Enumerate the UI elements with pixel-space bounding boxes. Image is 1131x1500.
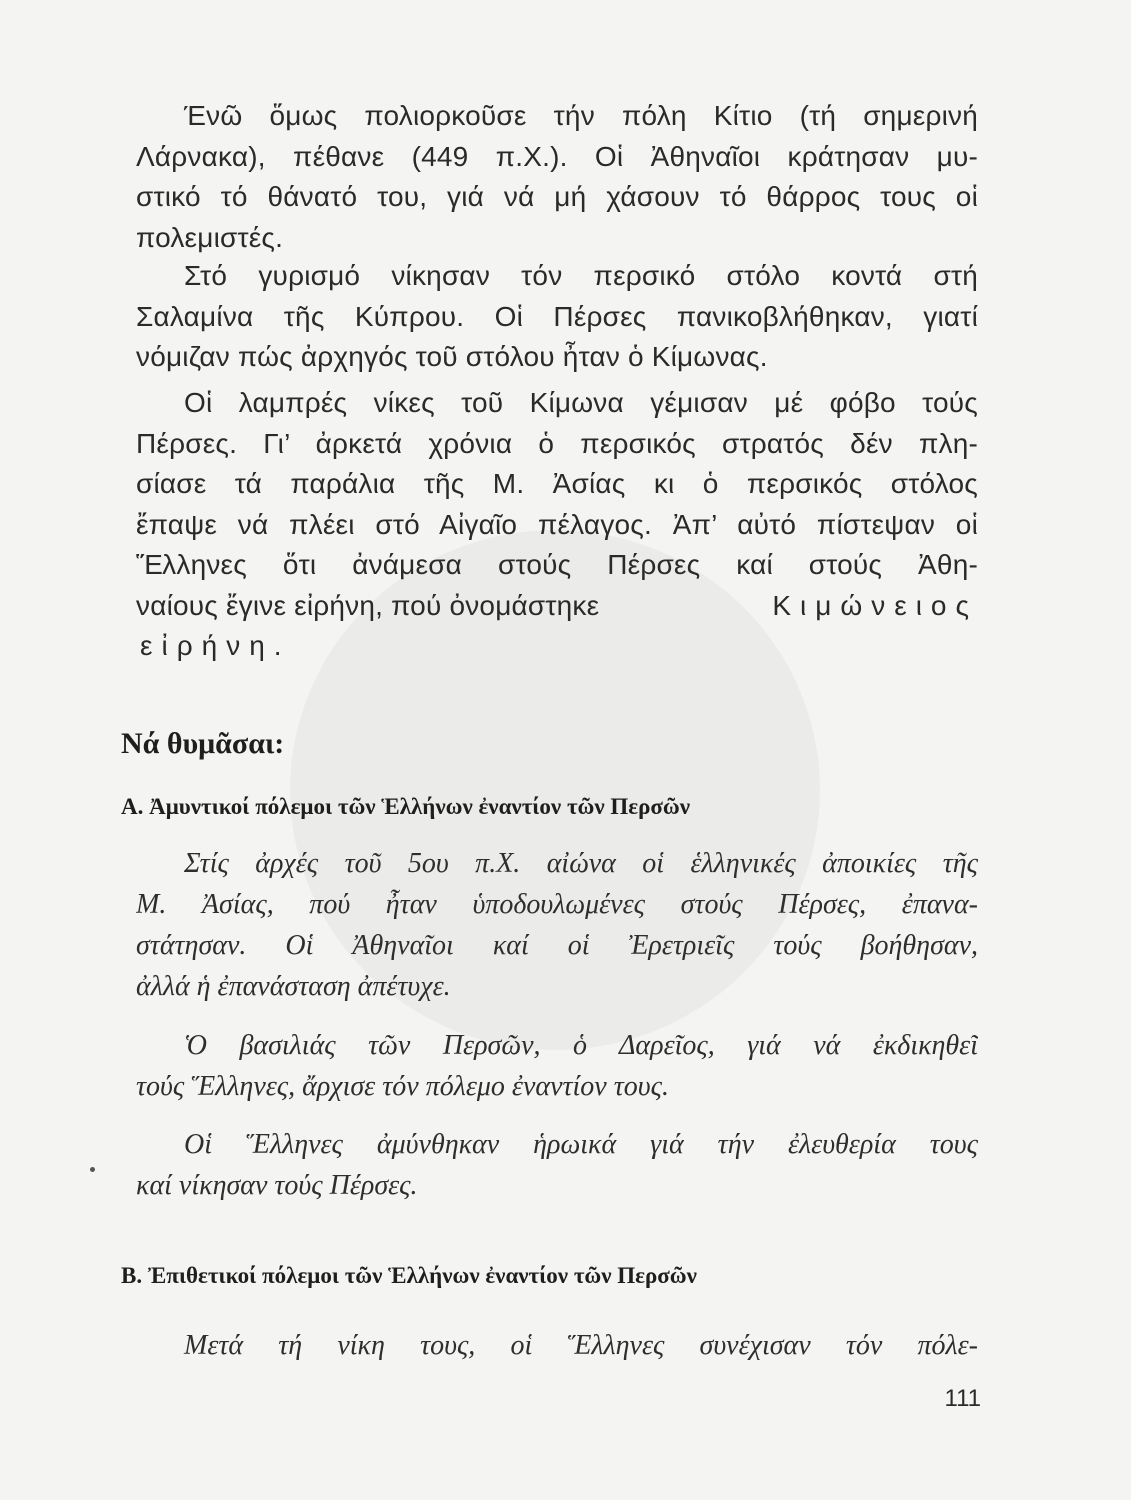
text-line: πολεμιστές. [136, 221, 284, 253]
paragraph-1 [136, 96, 978, 258]
text-line: ἀλλά ἡ ἐπανάσταση ἀπέτυχε. [136, 971, 451, 1002]
text-fragment: ναίους ἔγινε εἰρήνη, πού ὀνομάστηκε [136, 589, 600, 621]
text-line: Ἕλληνες ὅτι ἀνάμεσα στούς Πέρσες καί στούς Ἀθη- [136, 549, 978, 580]
text-line: Ένῶ ὅμως πολιορκοῦσε τήν πόλη Κίτιο (τή σημερινή [184, 100, 978, 131]
text-line: Στό γυρισμό νίκησαν τόν περσικό στόλο κοντά στή [184, 260, 978, 291]
text-line: Σαλαμίνα τῆς Κύπρου. Οἱ Πέρσες πανικοβλήθηκαν, γιατί [136, 300, 978, 332]
text-line [136, 586, 978, 627]
section-a-paragraph-2 [136, 1025, 978, 1107]
section-a-paragraph-1 [136, 843, 978, 1007]
page-number: 111 [944, 1385, 981, 1412]
text-line: στικό τό θάνατό του, γιά νά μή χάσουν τό θάρρος τους οἱ [136, 181, 978, 212]
text-line [136, 626, 978, 667]
text-line: νόμιζαν πώς ἀρχηγός τοῦ στόλου ἦταν ὁ Κίμωνας. [136, 341, 768, 372]
text-line: Οἱ Ἕλληνες ἀμύνθηκαν ἡρωικά γιά τήν ἐλευθερία τους [184, 1129, 978, 1160]
section-b-title: Β. Ἐπιθετικοί πόλεμοι τῶν Ἑλλήνων ἐναντίον τῶν Περσῶν [121, 1263, 697, 1288]
text-line: Ὁ βασιλιάς τῶν Περσῶν, ὁ Δαρεῖος, γιά νά ἐκδικηθεῖ [184, 1030, 978, 1061]
spaced-term: εἰρήνη. [140, 630, 291, 661]
text-line: Στίς ἀρχές τοῦ 5ου π.Χ. αἰώνα οἱ ἑλληνικές ἀποικίες τῆς [184, 848, 978, 879]
text-line: καί νίκησαν τούς Πέρσες. [136, 1170, 418, 1201]
margin-mark [90, 1167, 95, 1172]
paragraph-2 [136, 256, 978, 378]
text-line: ἔπαψε νά πλέει στό Αἰγαῖο πέλαγος. Ἀπ’ αὐτό πίστεψαν οἱ [136, 508, 978, 540]
text-line: Οἱ λαμπρές νίκες τοῦ Κίμωνα γέμισαν μέ φόβο τούς [184, 387, 978, 418]
text-line: τούς Ἕλληνες, ἄρχισε τόν πόλεμο ἐναντίον τους. [136, 1071, 669, 1102]
section-a-paragraph-3 [136, 1124, 978, 1206]
section-a-title: Α. Ἀμυντικοί πόλεμοι τῶν Ἑλλήνων ἐναντίον τῶν Περσῶν [121, 794, 691, 819]
paragraph-3 [136, 383, 978, 667]
text-line: Μετά τή νίκη τους, οἱ Ἕλληνες συνέχισαν τόν πόλε- [184, 1330, 978, 1361]
text-line: Μ. Ἀσίας, πού ἦταν ὑποδουλωμένες στούς Πέρσες, ἐπανα- [136, 889, 978, 920]
text-line: σίασε τά παράλια τῆς Μ. Ἀσίας κι ὁ περσικός στόλος [136, 468, 978, 499]
text-line: στάτησαν. Οἱ Ἀθηναῖοι καί οἱ Ἐρετριεῖς τούς βοήθησαν, [136, 930, 978, 961]
section-b-paragraph-1 [136, 1325, 978, 1366]
spaced-term: Κιμώνειος [772, 589, 978, 621]
remember-heading: Νά θυμᾶσαι: [121, 727, 285, 760]
text-line: Λάρνακα), πέθανε (449 π.Χ.). Οἱ Ἀθηναῖοι κράτησαν μυ- [136, 140, 978, 172]
text-line: Πέρσες. Γι’ ἀρκετά χρόνια ὁ περσικός στρατός δέν πλη- [136, 427, 978, 459]
